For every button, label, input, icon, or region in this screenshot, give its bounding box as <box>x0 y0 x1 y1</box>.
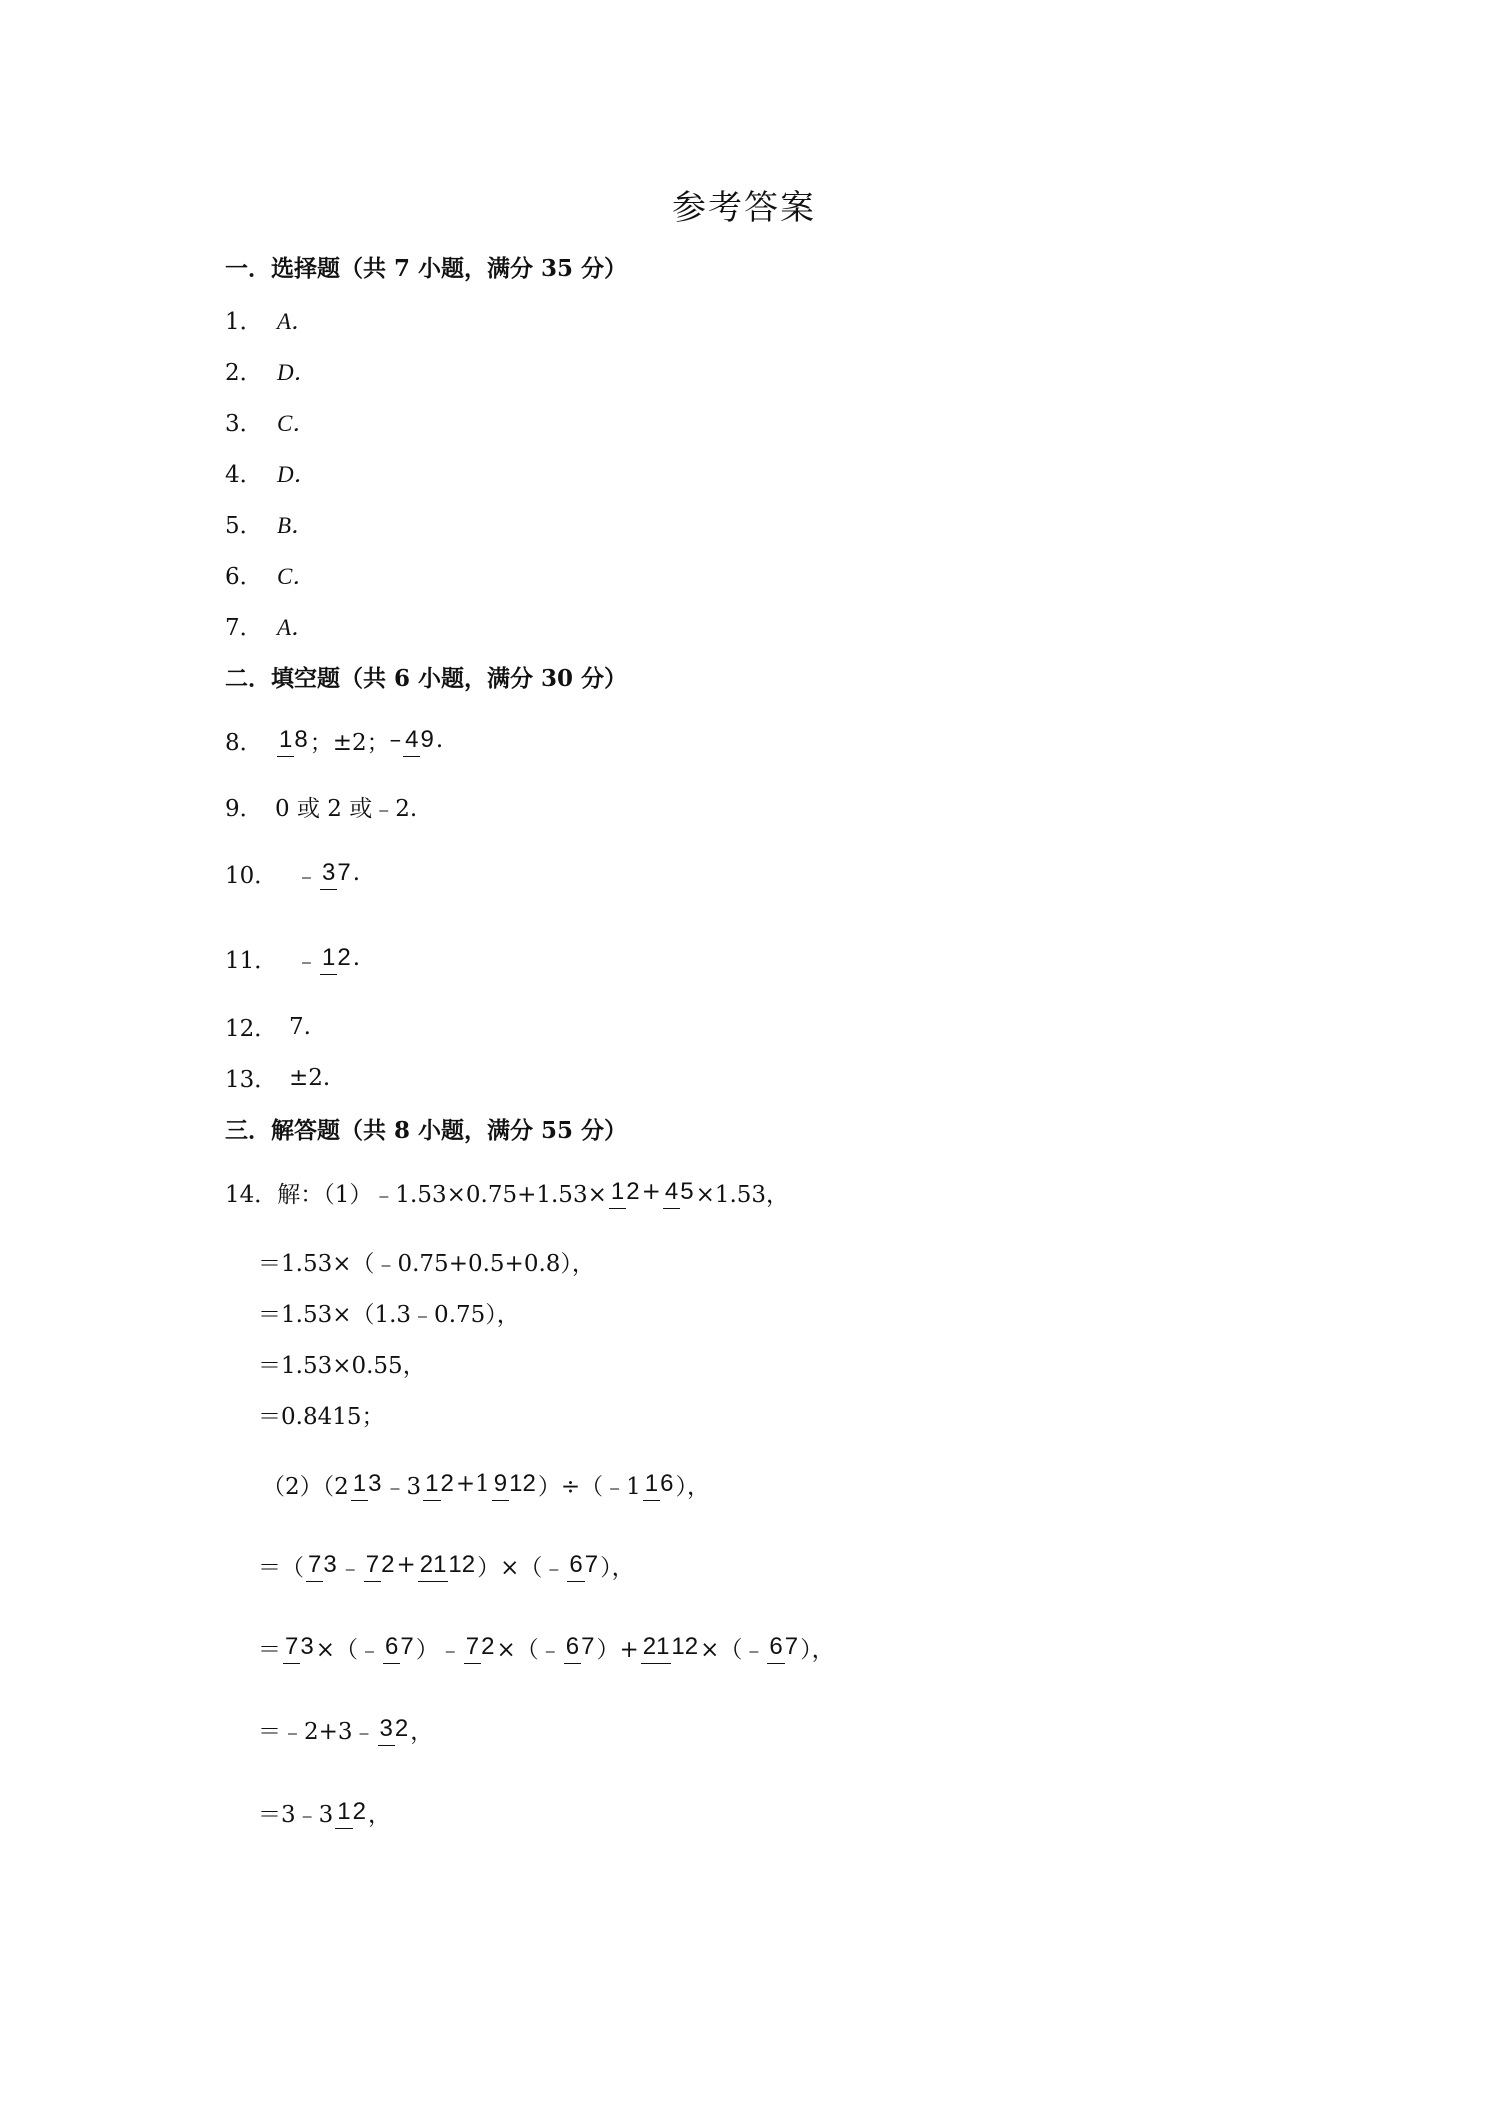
solution-text: + <box>396 1552 416 1578</box>
period: . <box>435 727 444 753</box>
solution-text: ﹣3 <box>383 1473 422 1500</box>
solution-text: ﹣ <box>338 1554 362 1581</box>
fraction: 67 <box>767 1635 798 1659</box>
period: . <box>352 945 361 971</box>
answer-text: ±2. <box>289 1064 331 1091</box>
solution-text: ＝3﹣3 <box>258 1801 334 1828</box>
fraction: 73 <box>306 1553 337 1577</box>
solution-line-10 <box>258 1780 391 1844</box>
solution-text: ＝﹣2+3﹣ <box>258 1718 376 1745</box>
solution-line-4: ＝1.53×0.55， <box>258 1353 426 1379</box>
fraction: 67 <box>564 1635 595 1659</box>
solution-text: ×1.53， <box>695 1181 790 1208</box>
solution-text: ×（﹣ <box>700 1636 766 1663</box>
solution-line-5: ＝0.8415； <box>258 1404 385 1430</box>
solution-line-9 <box>258 1697 433 1761</box>
section-heading-fill: 二．填空题（共 6 小题，满分 30 分） <box>225 665 628 692</box>
solution-text: ）， <box>675 1473 710 1500</box>
solution-line-8 <box>258 1615 835 1679</box>
item-number: 11． <box>225 947 278 974</box>
solution-text: ）×（﹣ <box>477 1554 566 1581</box>
minus-sign: – <box>389 727 402 753</box>
minus-sign: ﹣ <box>295 947 318 974</box>
fraction: 67 <box>383 1635 414 1659</box>
plus-sign: + <box>641 1179 661 1205</box>
solution-line-1 <box>225 1162 789 1222</box>
solution-line-3: ＝1.53×（1.3﹣0.75）， <box>258 1302 520 1328</box>
solution-text: ＝（ <box>258 1554 304 1581</box>
item-number: 7． <box>225 615 263 641</box>
fraction: 37 <box>320 861 351 885</box>
item-answer: C． <box>277 564 316 589</box>
answer-item-5 <box>225 507 314 540</box>
answer-item-10 <box>225 843 360 903</box>
fraction: 13 <box>351 1472 382 1496</box>
fraction: 12 <box>335 1800 366 1824</box>
item-number: 3． <box>225 411 263 437</box>
item-number: 6． <box>225 564 263 590</box>
answer-text: 0 或 2 或﹣2. <box>275 796 418 822</box>
item-answer: B． <box>277 513 315 538</box>
answer-text: 7. <box>289 1013 311 1040</box>
answer-item-4 <box>225 456 317 489</box>
fraction: 72 <box>364 1553 395 1577</box>
answer-item-2 <box>225 354 317 387</box>
solution-text: ， <box>368 1801 391 1828</box>
solution-line-2: ＝1.53×（﹣0.75+0.5+0.8）， <box>258 1251 595 1277</box>
solution-text: ）， <box>800 1636 835 1663</box>
item-answer: D． <box>277 462 317 487</box>
fraction: 12 <box>609 1180 640 1204</box>
item-number: 12． <box>225 1016 278 1042</box>
section-heading-solve: 三．解答题（共 8 小题，满分 55 分） <box>225 1117 628 1144</box>
answer-item-7 <box>225 609 314 642</box>
solution-text: ， <box>410 1718 434 1745</box>
page-title: 参考答案 <box>672 188 816 228</box>
solution-text: ）， <box>600 1554 635 1581</box>
answer-item-11 <box>225 928 360 988</box>
fraction: 2112 <box>418 1553 475 1577</box>
period: . <box>352 860 361 886</box>
solution-text: 14．解：（1）﹣1.53×0.75+1.53× <box>225 1181 607 1208</box>
item-number: 4． <box>225 462 263 488</box>
item-number: 13． <box>225 1067 278 1093</box>
item-answer: D． <box>277 360 317 385</box>
solution-text: ）﹣ <box>415 1636 462 1663</box>
solution-line-6 <box>262 1452 710 1516</box>
fraction: 16 <box>643 1472 674 1496</box>
answer-item-3 <box>225 405 315 438</box>
solution-text: +1 <box>455 1471 490 1497</box>
item-answer: A． <box>277 615 315 640</box>
fraction: 72 <box>464 1635 495 1659</box>
item-number: 9． <box>225 796 263 822</box>
item-number: 8． <box>225 729 263 756</box>
answer-item-9 <box>225 790 417 823</box>
fraction: 18 <box>277 728 308 752</box>
solution-text: ）+ <box>596 1636 639 1663</box>
fraction: 912 <box>492 1472 536 1496</box>
answer-text: ；±2； <box>309 729 390 756</box>
item-answer: A． <box>277 309 315 334</box>
answer-item-8 <box>225 710 443 770</box>
item-number: 1． <box>225 309 263 335</box>
fraction: 12 <box>423 1472 454 1496</box>
answer-item-13 <box>225 1061 330 1094</box>
solution-text: ）÷（﹣1 <box>537 1473 641 1500</box>
solution-text: （2）（2 <box>262 1473 349 1500</box>
answer-item-1 <box>225 303 314 336</box>
fraction: 49 <box>403 728 434 752</box>
fraction: 32 <box>378 1717 409 1741</box>
fraction: 45 <box>663 1180 694 1204</box>
solution-text: ×（﹣ <box>496 1636 562 1663</box>
fraction: 12 <box>320 946 351 970</box>
fraction: 73 <box>283 1635 314 1659</box>
fraction: 67 <box>567 1553 598 1577</box>
minus-sign: ﹣ <box>295 862 318 889</box>
solution-line-7 <box>258 1533 635 1597</box>
item-number: 2． <box>225 360 263 386</box>
solution-text: ×（﹣ <box>315 1636 381 1663</box>
section-heading-choice: 一．选择题（共 7 小题，满分 35 分） <box>225 255 628 282</box>
item-answer: C． <box>277 411 316 436</box>
item-number: 5． <box>225 513 263 539</box>
answer-item-12 <box>225 1010 311 1043</box>
item-number: 10． <box>225 862 278 889</box>
solution-text: ＝ <box>258 1636 281 1663</box>
fraction: 2112 <box>641 1635 698 1659</box>
answer-item-6 <box>225 558 315 591</box>
